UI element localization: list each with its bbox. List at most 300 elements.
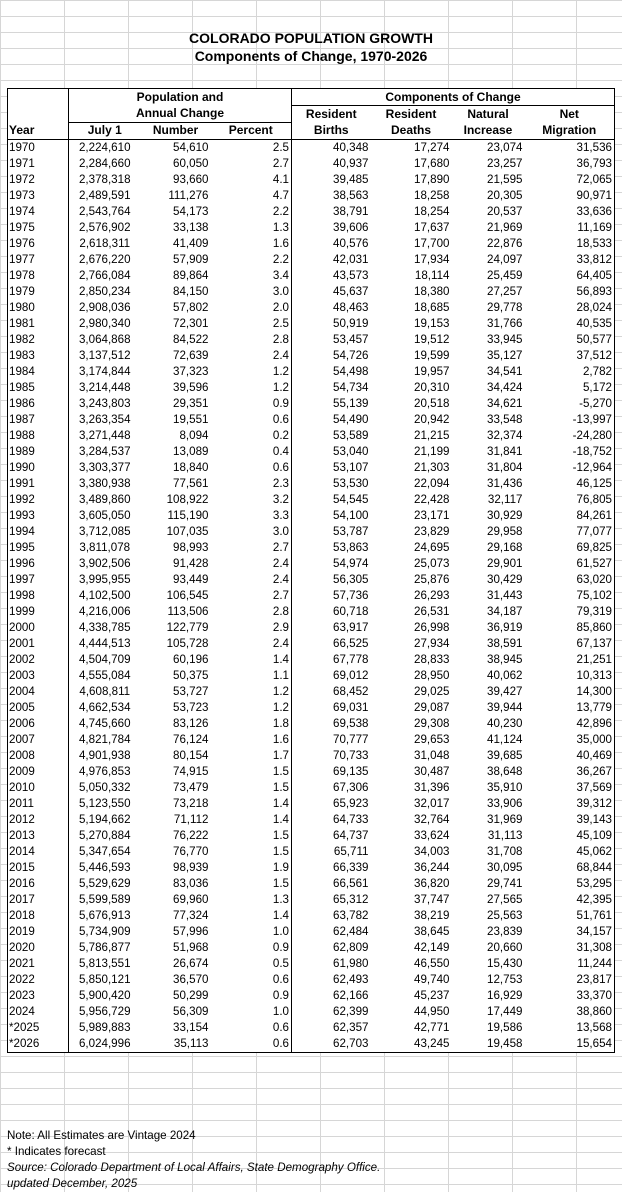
cell-percent: 0.9 [272, 941, 289, 954]
cell-deaths: 23,829 [414, 525, 450, 538]
cell-percent: 2.2 [272, 253, 289, 266]
cell-deaths: 31,396 [414, 781, 450, 794]
table-row [8, 668, 615, 684]
cell-population: 4,976,853 [69, 764, 141, 780]
table-row [8, 620, 615, 636]
cell-births: 62,809 [292, 940, 371, 956]
cell-natural-increase: 34,621 [487, 397, 523, 410]
cell-net-migration: 46,125 [576, 477, 612, 490]
cell-population: 2,766,084 [69, 268, 141, 284]
cell-deaths: 38,645 [414, 925, 450, 938]
cell-population: 2,543,764 [69, 204, 141, 220]
cell-year: 1976 [9, 237, 35, 250]
cell-natural-increase: 38,591 [487, 637, 523, 650]
table-row [8, 476, 615, 492]
cell-percent: 3.0 [272, 285, 289, 298]
cell-net-migration: 63,020 [576, 573, 612, 586]
cell-population: 3,380,938 [69, 476, 141, 492]
cell-net-migration: 64,405 [576, 269, 612, 282]
cell-year: 1978 [9, 269, 35, 282]
cell-population: 2,576,902 [69, 220, 141, 236]
cell-number: 76,222 [173, 829, 209, 842]
cell-percent: 1.4 [272, 909, 289, 922]
cell-number: 50,299 [173, 989, 209, 1002]
cell-net-migration: -13,997 [572, 413, 612, 426]
cell-percent: 2.5 [272, 317, 289, 330]
cell-net-migration: 38,860 [576, 1005, 612, 1018]
cell-number: 50,375 [173, 669, 209, 682]
cell-net-migration: 28,024 [576, 301, 612, 314]
cell-net-migration: 33,636 [576, 205, 612, 218]
cell-year: 2005 [9, 701, 35, 714]
table-row [8, 828, 615, 844]
cell-births: 40,348 [292, 139, 371, 156]
cell-population: 5,989,883 [69, 1020, 141, 1036]
cell-year: 1985 [9, 381, 35, 394]
cell-percent: 3.4 [272, 269, 289, 282]
cell-percent: 0.6 [272, 1021, 289, 1034]
cell-year: 1973 [9, 189, 35, 202]
note-vintage: Note: All Estimates are Vintage 2024 [7, 1129, 196, 1142]
table-row [8, 348, 615, 364]
cell-percent: 0.6 [272, 1037, 289, 1050]
cell-year: 2010 [9, 781, 35, 794]
table-row [8, 316, 615, 332]
cell-births: 53,107 [292, 460, 371, 476]
cell-natural-increase: 32,117 [487, 493, 523, 506]
cell-births: 69,135 [292, 764, 371, 780]
cell-deaths: 17,680 [414, 157, 450, 170]
cell-population: 2,618,311 [69, 236, 141, 252]
cell-percent: 1.2 [272, 365, 289, 378]
cell-number: 108,922 [166, 493, 209, 506]
cell-natural-increase: 16,929 [487, 989, 523, 1002]
cell-year: 1972 [9, 173, 35, 186]
cell-deaths: 27,934 [414, 637, 450, 650]
cell-births: 54,498 [292, 364, 371, 380]
cell-number: 84,150 [173, 285, 209, 298]
cell-natural-increase: 36,919 [487, 621, 523, 634]
cell-deaths: 20,518 [414, 397, 450, 410]
cell-deaths: 19,599 [414, 349, 450, 362]
cell-population: 5,347,654 [69, 844, 141, 860]
cell-year: 1989 [9, 445, 35, 458]
cell-births: 39,606 [292, 220, 371, 236]
cell-number: 51,968 [173, 941, 209, 954]
cell-births: 69,538 [292, 716, 371, 732]
cell-population: 3,712,085 [69, 524, 141, 540]
cell-natural-increase: 20,660 [487, 941, 523, 954]
cell-year: 2009 [9, 765, 35, 778]
cell-deaths: 46,550 [414, 957, 450, 970]
table-row [8, 268, 615, 284]
cell-percent: 1.4 [272, 797, 289, 810]
cell-population: 5,270,884 [69, 828, 141, 844]
cell-year: 2008 [9, 749, 35, 762]
cell-percent: 0.9 [272, 397, 289, 410]
cell-deaths: 25,073 [414, 557, 450, 570]
table-row [8, 892, 615, 908]
table-row [8, 956, 615, 972]
cell-population: 5,123,550 [69, 796, 141, 812]
cell-population: 4,216,006 [69, 604, 141, 620]
cell-year: 1999 [9, 605, 35, 618]
cell-deaths: 21,215 [414, 429, 450, 442]
cell-births: 65,711 [292, 844, 371, 860]
cell-year: 2013 [9, 829, 35, 842]
cell-net-migration: -12,964 [572, 461, 612, 474]
cell-net-migration: 11,244 [577, 957, 612, 970]
cell-net-migration: 2,782 [582, 365, 612, 378]
cell-births: 38,563 [292, 188, 371, 204]
cell-percent: 2.8 [272, 605, 289, 618]
cell-natural-increase: 35,127 [487, 349, 523, 362]
cell-population: 2,284,660 [69, 156, 141, 172]
cell-natural-increase: 22,876 [487, 237, 523, 250]
cell-number: 76,770 [173, 845, 209, 858]
cell-births: 62,166 [292, 988, 371, 1004]
cell-deaths: 23,171 [414, 509, 450, 522]
table-row [8, 412, 615, 428]
cell-year: 1979 [9, 285, 35, 298]
header-net-top: Net [559, 106, 579, 121]
cell-number: 111,276 [168, 189, 209, 202]
notes [7, 1128, 380, 1192]
cell-net-migration: 69,825 [576, 541, 612, 554]
cell-population: 5,194,662 [69, 812, 141, 828]
cell-year: 2017 [9, 893, 35, 906]
cell-net-migration: 39,312 [576, 797, 612, 810]
cell-natural-increase: 33,906 [487, 797, 523, 810]
cell-population: 2,489,591 [69, 188, 141, 204]
cell-births: 69,031 [292, 700, 371, 716]
cell-percent: 1.2 [272, 381, 289, 394]
table-row [8, 540, 615, 556]
table-row [8, 428, 615, 444]
header-year: Year [8, 122, 69, 139]
cell-natural-increase: 27,565 [487, 893, 523, 906]
cell-year: 1987 [9, 413, 35, 426]
cell-natural-increase: 29,958 [487, 525, 523, 538]
cell-percent: 1.4 [272, 653, 289, 666]
cell-number: 54,610 [173, 141, 209, 154]
cell-natural-increase: 34,187 [487, 605, 523, 618]
cell-births: 54,726 [292, 348, 371, 364]
cell-deaths: 26,293 [414, 589, 450, 602]
table-row [8, 236, 615, 252]
table-row [8, 572, 615, 588]
cell-year: 2006 [9, 717, 35, 730]
table-row [8, 220, 615, 236]
table-row [8, 588, 615, 604]
table-row [8, 812, 615, 828]
cell-births: 62,493 [292, 972, 371, 988]
cell-number: 122,779 [166, 621, 209, 634]
cell-natural-increase: 29,778 [487, 301, 523, 314]
cell-births: 54,100 [292, 508, 371, 524]
cell-births: 64,733 [292, 812, 371, 828]
cell-births: 64,737 [292, 828, 371, 844]
cell-population: 4,662,534 [69, 700, 141, 716]
cell-natural-increase: 39,427 [487, 685, 523, 698]
cell-year: 2014 [9, 845, 35, 858]
cell-population: 4,555,084 [69, 668, 141, 684]
cell-year: 2007 [9, 733, 35, 746]
cell-births: 62,484 [292, 924, 371, 940]
cell-net-migration: 53,295 [576, 877, 612, 890]
cell-net-migration: 45,109 [576, 829, 612, 842]
cell-births: 62,399 [292, 1004, 371, 1020]
table-row [8, 908, 615, 924]
cell-net-migration: 13,568 [576, 1021, 612, 1034]
cell-year: 1991 [9, 477, 35, 490]
cell-deaths: 33,624 [414, 829, 450, 842]
cell-net-migration: -24,280 [572, 429, 612, 442]
cell-net-migration: 61,527 [576, 557, 612, 570]
cell-number: 39,596 [173, 381, 209, 394]
table-row [8, 300, 615, 316]
cell-natural-increase: 31,443 [487, 589, 523, 602]
cell-natural-increase: 25,563 [487, 909, 523, 922]
cell-percent: 2.2 [272, 205, 289, 218]
cell-population: 5,599,589 [69, 892, 141, 908]
cell-deaths: 32,017 [414, 797, 450, 810]
cell-net-migration: 50,577 [576, 333, 612, 346]
cell-percent: 1.9 [272, 861, 289, 874]
cell-population: 4,102,500 [69, 588, 141, 604]
cell-percent: 1.6 [272, 237, 289, 250]
cell-net-migration: 51,761 [576, 909, 612, 922]
cell-natural-increase: 23,257 [487, 157, 523, 170]
cell-net-migration: 5,172 [582, 381, 612, 394]
cell-percent: 0.6 [272, 413, 289, 426]
cell-net-migration: 33,812 [576, 253, 612, 266]
header-deaths: Deaths [371, 122, 452, 139]
cell-year: 2012 [9, 813, 35, 826]
cell-number: 72,639 [173, 349, 209, 362]
cell-percent: 3.0 [272, 525, 289, 538]
cell-percent: 2.8 [272, 333, 289, 346]
cell-percent: 0.6 [272, 461, 289, 474]
table-row [8, 204, 615, 220]
cell-births: 69,012 [292, 668, 371, 684]
header-blank [8, 89, 69, 106]
cell-deaths: 26,998 [414, 621, 450, 634]
table-row [8, 652, 615, 668]
cell-net-migration: 35,000 [576, 733, 612, 746]
cell-percent: 0.9 [272, 989, 289, 1002]
header-births: Births [292, 122, 371, 139]
cell-population: 3,811,078 [69, 540, 141, 556]
cell-deaths: 45,237 [414, 989, 450, 1002]
cell-natural-increase: 39,944 [487, 701, 523, 714]
cell-natural-increase: 15,430 [487, 957, 523, 970]
cell-number: 115,190 [167, 509, 209, 522]
cell-number: 69,960 [173, 893, 209, 906]
cell-births: 53,457 [292, 332, 371, 348]
cell-births: 54,545 [292, 492, 371, 508]
cell-net-migration: 76,805 [576, 493, 612, 506]
table-row [8, 924, 615, 940]
cell-percent: 2.4 [272, 557, 289, 570]
note-updated: updated December, 2025 [7, 1177, 138, 1190]
cell-year: 1984 [9, 365, 35, 378]
table-row [8, 876, 615, 892]
table-row [8, 492, 615, 508]
cell-percent: 1.3 [272, 893, 289, 906]
cell-net-migration: 23,817 [576, 973, 612, 986]
cell-natural-increase: 34,541 [487, 365, 523, 378]
cell-year: 2011 [9, 797, 34, 810]
cell-number: 83,036 [173, 877, 209, 890]
cell-deaths: 44,950 [414, 1005, 450, 1018]
table-row [8, 380, 615, 396]
cell-population: 4,444,513 [69, 636, 141, 652]
cell-percent: 2.4 [272, 349, 289, 362]
cell-population: 3,489,860 [69, 492, 141, 508]
cell-net-migration: -5,270 [579, 397, 612, 410]
cell-population: 5,900,420 [69, 988, 141, 1004]
cell-percent: 1.2 [272, 685, 289, 698]
cell-births: 42,031 [292, 252, 371, 268]
cell-natural-increase: 21,969 [487, 221, 523, 234]
cell-population: 6,024,996 [69, 1036, 141, 1053]
cell-births: 56,305 [292, 572, 371, 588]
cell-natural-increase: 30,429 [487, 573, 523, 586]
cell-number: 106,545 [166, 589, 209, 602]
cell-population: 2,224,610 [69, 139, 141, 156]
cell-net-migration: 39,143 [576, 813, 612, 826]
cell-percent: 4.1 [272, 173, 289, 186]
table-row [8, 556, 615, 572]
cell-births: 53,787 [292, 524, 371, 540]
cell-deaths: 38,219 [414, 909, 450, 922]
table-row [8, 732, 615, 748]
cell-deaths: 49,740 [414, 973, 450, 986]
cell-population: 3,064,868 [69, 332, 141, 348]
table-row [8, 860, 615, 876]
cell-natural-increase: 31,766 [487, 317, 523, 330]
cell-deaths: 22,428 [414, 493, 450, 506]
cell-number: 77,561 [173, 477, 209, 490]
table-row [8, 972, 615, 988]
cell-natural-increase: 31,436 [487, 477, 523, 490]
cell-natural-increase: 40,062 [487, 669, 523, 682]
cell-population: 3,284,537 [69, 444, 141, 460]
cell-births: 50,919 [292, 316, 371, 332]
cell-deaths: 17,890 [414, 173, 450, 186]
cell-deaths: 21,199 [414, 445, 450, 458]
cell-year: *2026 [9, 1037, 40, 1050]
cell-deaths: 37,747 [414, 893, 450, 906]
table-row [8, 796, 615, 812]
cell-number: 60,050 [173, 157, 209, 170]
cell-deaths: 19,957 [414, 365, 450, 378]
cell-net-migration: 21,251 [576, 653, 612, 666]
cell-births: 60,718 [292, 604, 371, 620]
cell-natural-increase: 40,230 [487, 717, 523, 730]
cell-natural-increase: 17,449 [487, 1005, 523, 1018]
cell-year: 2016 [9, 877, 35, 890]
cell-population: 3,271,448 [69, 428, 141, 444]
cell-deaths: 20,310 [414, 381, 450, 394]
cell-number: 73,479 [173, 781, 209, 794]
cell-net-migration: 75,102 [576, 589, 612, 602]
cell-percent: 1.5 [272, 877, 289, 890]
cell-net-migration: 31,308 [576, 941, 612, 954]
cell-births: 62,703 [292, 1036, 371, 1053]
header-migration: Migration [525, 122, 615, 139]
cell-natural-increase: 30,095 [487, 861, 523, 874]
cell-population: 5,676,913 [69, 908, 141, 924]
cell-year: 1994 [9, 525, 35, 538]
cell-year: 1983 [9, 349, 35, 362]
cell-births: 43,573 [292, 268, 371, 284]
cell-births: 55,139 [292, 396, 371, 412]
cell-percent: 2.7 [272, 157, 289, 170]
cell-number: 89,864 [173, 269, 209, 282]
cell-natural-increase: 29,741 [487, 877, 523, 890]
cell-population: 2,378,318 [69, 172, 141, 188]
cell-deaths: 31,048 [414, 749, 450, 762]
table-row [8, 332, 615, 348]
table-row [8, 764, 615, 780]
cell-percent: 1.1 [272, 669, 289, 682]
header-july1: July 1 [69, 122, 141, 139]
cell-births: 68,452 [292, 684, 371, 700]
cell-natural-increase: 32,374 [487, 429, 523, 442]
cell-percent: 1.5 [272, 781, 289, 794]
header-blank-2 [8, 106, 69, 123]
cell-deaths: 36,820 [414, 877, 450, 890]
cell-population: 4,608,811 [69, 684, 141, 700]
cell-natural-increase: 12,753 [487, 973, 523, 986]
cell-natural-increase: 35,910 [487, 781, 523, 794]
table-row [8, 444, 615, 460]
cell-deaths: 18,254 [414, 205, 450, 218]
cell-deaths: 26,531 [414, 605, 450, 618]
cell-births: 65,312 [292, 892, 371, 908]
cell-percent: 4.7 [272, 189, 289, 202]
cell-births: 66,525 [292, 636, 371, 652]
cell-number: 77,324 [173, 909, 209, 922]
cell-population: 2,980,340 [69, 316, 141, 332]
header-percent: Percent [211, 122, 292, 139]
cell-natural-increase: 34,424 [487, 381, 523, 394]
cell-deaths: 17,274 [414, 141, 450, 154]
cell-number: 33,138 [173, 221, 209, 234]
cell-year: 2003 [9, 669, 35, 682]
cell-number: 57,909 [173, 253, 209, 266]
cell-number: 29,351 [173, 397, 209, 410]
cell-net-migration: 56,893 [576, 285, 612, 298]
cell-number: 18,840 [173, 461, 209, 474]
header-increase: Increase [452, 122, 525, 139]
cell-population: 2,676,220 [69, 252, 141, 268]
table-row [8, 604, 615, 620]
cell-births: 40,937 [292, 156, 371, 172]
cell-number: 71,112 [173, 813, 209, 826]
cell-number: 35,113 [173, 1037, 209, 1050]
note-forecast: * Indicates forecast [7, 1145, 106, 1158]
cell-births: 53,863 [292, 540, 371, 556]
cell-deaths: 22,094 [414, 477, 450, 490]
header-components-group: Components of Change [292, 89, 615, 106]
table-row [8, 508, 615, 524]
table-row [8, 284, 615, 300]
cell-deaths: 36,244 [414, 861, 450, 874]
cell-number: 33,154 [173, 1021, 209, 1034]
